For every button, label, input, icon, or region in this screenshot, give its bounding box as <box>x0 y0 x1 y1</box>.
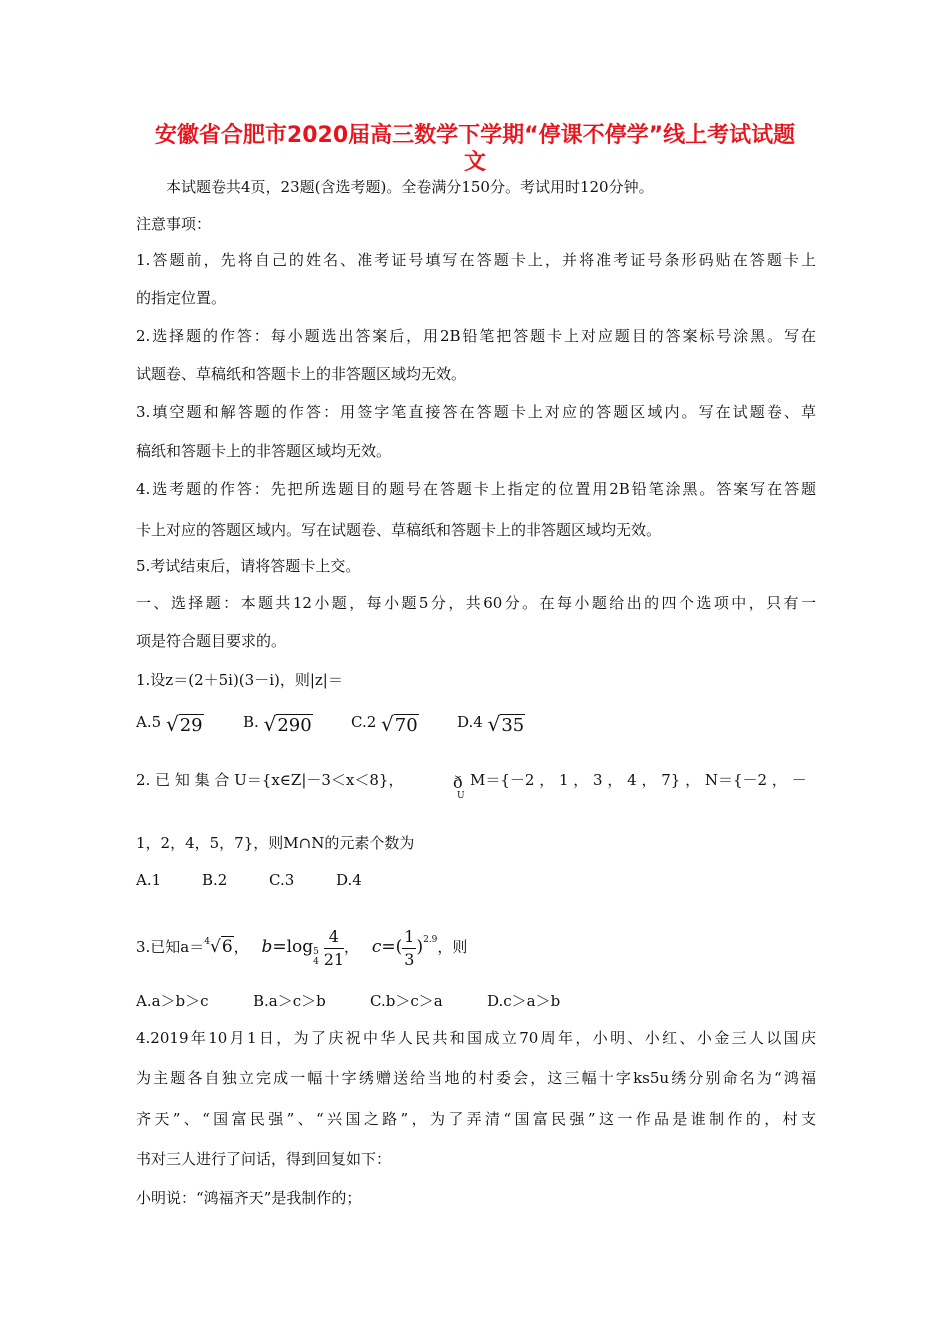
q1-option-a-radicand: 29 <box>179 715 203 736</box>
q3-log-base-num: 5 <box>313 947 319 957</box>
exam-title-line2: 文 <box>463 150 486 175</box>
q1-option-a-label: A.5 <box>136 713 162 731</box>
q4-line: 为主题各自独立完成一幅十字绣赠送给当地的村委会，这三幅十字ks5u绣分别命名为“鸿福 <box>136 1069 816 1087</box>
q3-b-frac-den: 21 <box>323 949 345 969</box>
q3-option-b: B.a＞c＞b <box>253 992 326 1010</box>
q3-c-frac-num: 1 <box>402 926 416 949</box>
notice-line: 3.填空题和解答题的作答：用签字笔直接答在答题卡上对应的答题区域内。写在试题卷、草 <box>136 403 816 421</box>
q1-option-a <box>136 712 204 736</box>
q2-option-c: C.3 <box>269 871 295 889</box>
q3-stem <box>136 920 467 971</box>
q3-option-a: A.a＞b＞c <box>136 992 209 1010</box>
q3-c-var: c <box>371 937 382 957</box>
q3-option-c: C.b＞c＞a <box>370 992 443 1010</box>
complement-subscript: U <box>457 791 465 801</box>
q3-c-exp: 2.9 <box>423 935 438 945</box>
sqrt-icon: √29 <box>165 712 203 736</box>
sqrt-icon: √290 <box>263 712 312 736</box>
q3-b-fraction <box>324 926 344 971</box>
q3-log-base-den: 4 <box>313 957 319 967</box>
q3-option-d: D.c＞a＞b <box>487 992 561 1010</box>
q2-option-a: A.1 <box>136 871 162 889</box>
q3-sep-2: ， <box>344 938 360 956</box>
section1-heading-cont: 项是符合题目要求的。 <box>136 632 287 650</box>
q1-stem: 1.设z＝(2＋5i)(3－i)，则|z|＝ <box>136 671 343 689</box>
q1-option-d-radicand: 35 <box>501 715 525 736</box>
complement-icon <box>453 773 463 792</box>
exam-title-line1: 安徽省合肥市2020届高三数学下学期“停课不停学”线上考试试题 <box>154 123 796 148</box>
root-icon: $^4$√6 <box>204 937 233 957</box>
sqrt-icon: √35 <box>487 712 525 736</box>
sqrt-icon: √70 <box>381 712 418 736</box>
q3-suffix: ，则 <box>437 938 468 956</box>
q1-option-b-radicand: 290 <box>277 715 312 736</box>
q3-log-base <box>313 947 319 967</box>
q2-option-d: D.4 <box>336 871 362 889</box>
notice-line: 2.选择题的作答：每小题选出答案后，用2B铅笔把答题卡上对应题目的答案标号涂黑。写在 <box>136 327 816 345</box>
q1-option-d <box>457 712 525 736</box>
q1-option-c-radicand: 70 <box>394 715 418 736</box>
q3-b-var: b <box>261 937 273 957</box>
q3-c-eq: =( <box>381 937 403 957</box>
q4-line: 4.2019年10月1日，为了庆祝中华人民共和国成立70周年，小明、小红、小金三人以国庆 <box>136 1029 816 1047</box>
q2-stem-part1: 2. 已 知 集 合 U＝{x∈Z|－3＜x＜8}， <box>136 771 404 789</box>
q2-option-b: B.2 <box>202 871 228 889</box>
q3-c-close: ) <box>416 937 424 957</box>
q2-stem-part2: M＝{－2 ， 1 ， 3 ， 4 ， 7} ， N＝{－2 ， － <box>470 771 807 789</box>
q2-stem-line2: 1，2，4，5，7}，则M∩N的元素个数为 <box>136 834 415 852</box>
q1-option-b-label: B. <box>243 713 259 731</box>
notice-line: 卡上对应的答题区域内。写在试题卷、草稿纸和答题卡上的非答题区域均无效。 <box>136 521 662 539</box>
q3-c-fraction <box>402 926 416 971</box>
q1-option-b <box>243 712 313 736</box>
q3-sep-1: ， <box>233 938 249 956</box>
q1-option-c <box>351 712 419 736</box>
notice-line: 4.选考题的作答：先把所选题目的题号在答题卡上指定的位置用2B铅笔涂黑。答案写在答题 <box>136 480 816 498</box>
complement-symbol: ð <box>453 773 463 792</box>
q1-option-d-label: D.4 <box>457 713 483 731</box>
section1-heading: 一、选择题：本题共12小题，每小题5分，共60分。在每小题给出的四个选项中，只有一 <box>136 594 816 612</box>
q3-b-frac-num: 4 <box>324 926 344 949</box>
notice-line: 1.答题前，先将自己的姓名、准考证号填写在答题卡上，并将准考证号条形码贴在答题卡上 <box>136 251 816 269</box>
q3-b-eq: =log <box>272 937 314 957</box>
q3-a-index: 4 <box>204 937 210 947</box>
exam-intro: 本试题卷共4页，23题(含选考题)。全卷满分150分。考试用时120分钟。 <box>166 178 654 196</box>
q1-option-c-label: C.2 <box>351 713 377 731</box>
notice-heading: 注意事项： <box>136 215 212 233</box>
q4-line: 齐天”、“国富民强”、“兴国之路”，为了弄清“国富民强”这一作品是谁制作的，村支 <box>136 1110 816 1128</box>
q4-line: 书对三人进行了问话，得到回复如下： <box>136 1150 392 1168</box>
q3-prefix: 3.已知a＝ <box>136 938 205 956</box>
q3-c-frac-den: 3 <box>404 949 415 969</box>
notice-line: 的指定位置。 <box>136 289 227 307</box>
q4-line: 小明说：“鸿福齐天”是我制作的； <box>136 1189 362 1207</box>
notice-line: 稿纸和答题卡上的非答题区域均无效。 <box>136 442 392 460</box>
notice-line: 5.考试结束后，请将答题卡上交。 <box>136 557 361 575</box>
notice-line: 试题卷、草稿纸和答题卡上的非答题区域均无效。 <box>136 365 467 383</box>
q3-a-radicand: 6 <box>221 937 233 957</box>
